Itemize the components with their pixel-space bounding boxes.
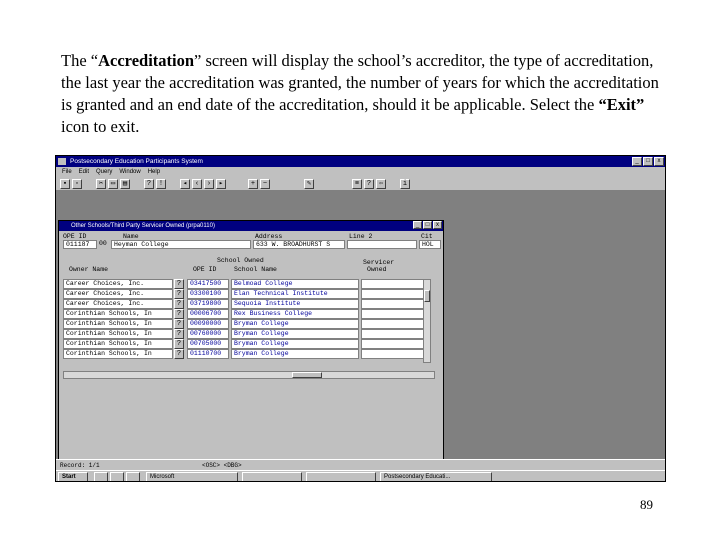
owner-name-cell[interactable]: Career Choices, Inc. [63, 279, 173, 289]
menu-file[interactable]: File [62, 169, 72, 175]
taskbar-app-3[interactable] [126, 472, 140, 482]
owner-name-cell[interactable]: Corinthian Schools, In [63, 329, 173, 339]
table-row[interactable] [63, 299, 435, 309]
query-icon[interactable]: ? [144, 179, 154, 189]
servicer-owned-cell[interactable] [361, 289, 425, 299]
label-city: Cit [421, 233, 433, 240]
table-row[interactable] [63, 319, 435, 329]
lookup-icon[interactable]: ? [174, 279, 184, 289]
child-title: Other Schools/Third Party Servicer Owned (prpa0110) [71, 223, 215, 229]
taskbar [56, 470, 665, 482]
owned-schools-grid [63, 279, 435, 363]
lookup-icon[interactable]: ? [174, 319, 184, 329]
servicer-owned-cell[interactable] [361, 329, 425, 339]
lookup-icon[interactable]: ? [174, 309, 184, 319]
vertical-scrollbar[interactable] [423, 279, 431, 363]
ope-id-cell[interactable]: 00090000 [187, 319, 229, 329]
info-icon[interactable]: i [400, 179, 410, 189]
owner-schools-window [58, 220, 444, 474]
caption-part: The “ [61, 51, 99, 70]
lookup-icon[interactable]: ? [174, 349, 184, 359]
last-record-icon[interactable]: ▸ [216, 179, 226, 189]
line-2-field[interactable] [347, 240, 417, 249]
delete-icon[interactable]: − [260, 179, 270, 189]
child-window-controls [413, 221, 442, 229]
cut-icon[interactable]: ✂ [96, 179, 106, 189]
minimize-button[interactable]: _ [632, 157, 642, 166]
label-school-owned: School Owned [217, 257, 264, 264]
window-controls [632, 157, 664, 166]
caption-text [61, 50, 671, 138]
servicer-owned-cell[interactable] [361, 309, 425, 319]
taskbar-app-1[interactable] [94, 472, 108, 482]
ope-id-cell[interactable]: 03719800 [187, 299, 229, 309]
lookup-icon[interactable]: ? [174, 299, 184, 309]
label-servicer: Servicer [363, 259, 395, 266]
owner-name-cell[interactable]: Corinthian Schools, In [63, 339, 173, 349]
label-name: Name [123, 233, 139, 240]
help-icon[interactable]: ? [364, 179, 374, 189]
close-button[interactable]: x [654, 157, 664, 166]
servicer-owned-cell[interactable] [361, 319, 425, 329]
paste-icon[interactable]: ▤ [120, 179, 130, 189]
toolbar [56, 177, 665, 191]
ope-id-cell[interactable]: 00705000 [187, 339, 229, 349]
school-name-cell[interactable]: Sequoia Institute [231, 299, 359, 309]
menu-help[interactable]: Help [147, 169, 161, 175]
list-icon[interactable]: ≡ [352, 179, 362, 189]
maximize-button[interactable]: □ [643, 157, 653, 166]
owner-name-cell[interactable]: Corinthian Schools, In [63, 309, 173, 319]
scroll-thumb[interactable] [292, 372, 322, 378]
taskbar-app-6[interactable] [306, 472, 376, 482]
label-owned: Owned [367, 266, 387, 273]
servicer-owned-cell[interactable] [361, 279, 425, 289]
insert-icon[interactable]: + [248, 179, 258, 189]
servicer-owned-cell[interactable] [361, 339, 425, 349]
label-address: Address [255, 233, 283, 240]
execute-icon[interactable]: ! [156, 179, 166, 189]
menu-edit[interactable]: Edit [78, 169, 90, 175]
lookup-icon[interactable]: ? [174, 329, 184, 339]
owner-name-cell[interactable]: Career Choices, Inc. [63, 299, 173, 309]
app-titlebar [56, 156, 665, 167]
child-maximize-button[interactable]: □ [423, 221, 432, 229]
exit-icon[interactable]: ⇦ [376, 179, 386, 189]
ope-id-cell[interactable]: 03417500 [187, 279, 229, 289]
ope-id-cell[interactable]: 01110700 [187, 349, 229, 359]
pen-icon[interactable]: ✎ [304, 179, 314, 189]
school-name-cell[interactable]: Elan Technical Institute [231, 289, 359, 299]
table-row[interactable] [63, 279, 435, 289]
school-name-cell[interactable]: Rex Business College [231, 309, 359, 319]
mode-status: <OSC> <DBG> [202, 462, 242, 469]
table-row[interactable] [63, 329, 435, 339]
school-name-cell[interactable]: Bryman College [231, 329, 359, 339]
app-title: Postsecondary Education Participants System [70, 158, 203, 165]
menu-query[interactable]: Query [96, 169, 113, 175]
label-school-ope-id: OPE ID [193, 266, 217, 273]
menu-window[interactable]: Window [119, 169, 141, 175]
horizontal-scrollbar[interactable] [63, 371, 435, 379]
first-record-icon[interactable]: ◂ [180, 179, 190, 189]
label-line-2: Line 2 [349, 233, 373, 240]
screenshot [55, 155, 666, 482]
next-record-icon[interactable]: › [204, 179, 214, 189]
address-field[interactable]: 633 W. BROADHURST S [253, 240, 345, 249]
city-field[interactable]: HOL [419, 240, 441, 249]
status-bar [56, 459, 665, 470]
caption-part: ” screen will display the school’s accreditor, the type of accreditation, the last year the accreditation was granted, the number of years for which the accreditation is granted and an end date of the accreditation, should it be applicable. Select the [61, 51, 659, 114]
ope-id-cell[interactable]: 00006700 [187, 309, 229, 319]
taskbar-app-2[interactable] [110, 472, 124, 482]
start-button[interactable]: Start [58, 472, 88, 482]
caption-bold-exit: “Exit” [598, 95, 645, 114]
lookup-icon[interactable]: ? [174, 289, 184, 299]
servicer-owned-cell[interactable] [361, 299, 425, 309]
record-status: Record: 1/1 [60, 462, 100, 469]
label-owner-name: Owner Name [69, 266, 109, 273]
table-row[interactable] [63, 289, 435, 299]
servicer-owned-cell[interactable] [361, 349, 425, 359]
copy-icon[interactable]: ▭ [108, 179, 118, 189]
taskbar-postsecondary[interactable]: Postsecondary Educati... [380, 472, 492, 482]
mdi-workspace [56, 191, 665, 459]
page-number: 89 [640, 497, 653, 512]
school-name-cell[interactable]: Belmoad College [231, 279, 359, 289]
ope-index: 00 [99, 240, 107, 247]
label-ope-id: OPE ID [63, 233, 87, 240]
caption-part: icon to exit. [61, 117, 140, 136]
ope-id-cell[interactable]: 03300100 [187, 289, 229, 299]
menu-bar [56, 167, 665, 177]
taskbar-app-5[interactable] [242, 472, 302, 482]
scroll-thumb[interactable] [424, 290, 430, 302]
child-minimize-button[interactable]: _ [413, 221, 422, 229]
owner-name-cell[interactable]: Corinthian Schools, In [63, 319, 173, 329]
caption-bold-accreditation: Accreditation [98, 51, 195, 70]
child-close-button[interactable]: x [433, 221, 442, 229]
owner-name-cell[interactable]: Career Choices, Inc. [63, 289, 173, 299]
prev-record-icon[interactable]: ‹ [192, 179, 202, 189]
print-icon[interactable]: ▫ [72, 179, 82, 189]
taskbar-microsoft[interactable]: Microsoft [146, 472, 238, 482]
label-school-name: School Name [234, 266, 277, 273]
child-titlebar [59, 221, 443, 231]
school-name-cell[interactable]: Bryman College [231, 349, 359, 359]
name-field[interactable]: Heyman College [111, 240, 251, 249]
owner-name-cell[interactable]: Corinthian Schools, In [63, 349, 173, 359]
table-row[interactable] [63, 339, 435, 349]
school-name-cell[interactable]: Bryman College [231, 339, 359, 349]
lookup-icon[interactable]: ? [174, 339, 184, 349]
app-icon [58, 158, 66, 165]
school-name-cell[interactable]: Bryman College [231, 319, 359, 329]
ope-id-field[interactable]: 011187 [63, 240, 97, 249]
ope-id-cell[interactable]: 00760000 [187, 329, 229, 339]
save-icon[interactable]: ▪ [60, 179, 70, 189]
table-row[interactable] [63, 349, 435, 359]
table-row[interactable] [63, 309, 435, 319]
